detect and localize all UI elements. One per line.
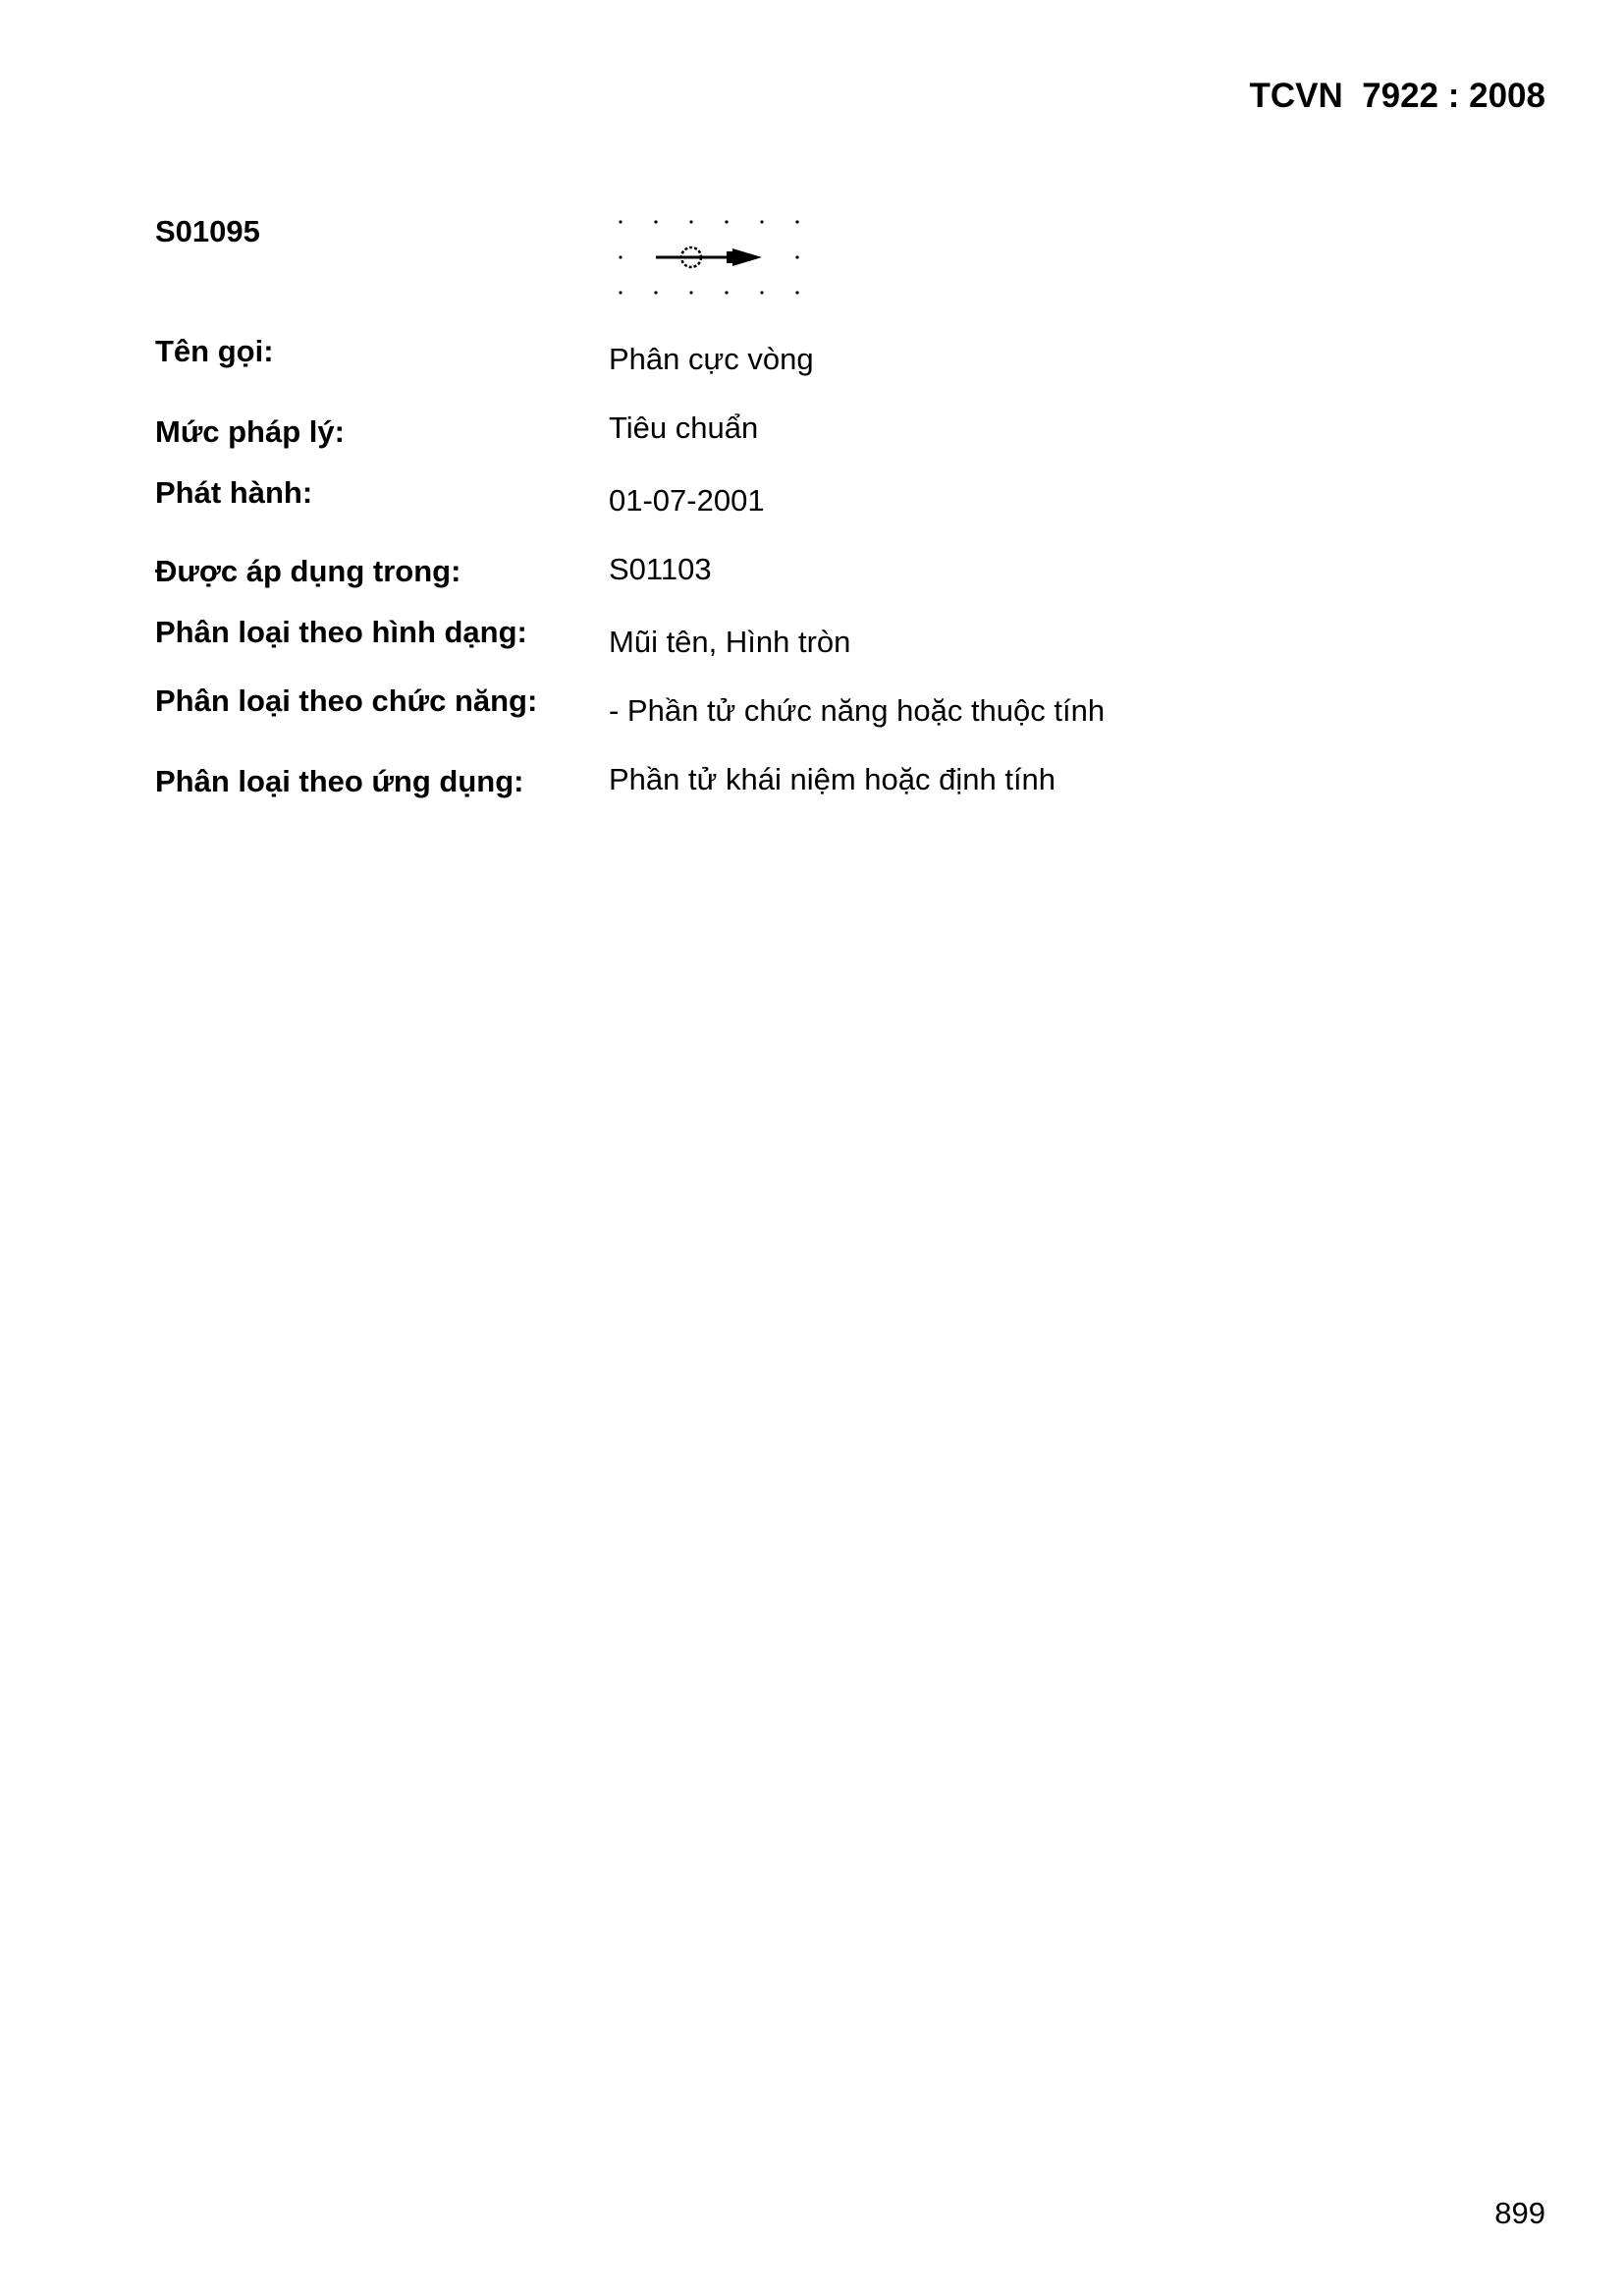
function-class-value: - Phần tử chức năng hoặc thuộc tính xyxy=(609,693,1106,728)
application-class-value: Phần tử khái niệm hoặc định tính xyxy=(609,762,1056,796)
legal-level-label: Mức pháp lý: xyxy=(155,414,345,449)
symbol-code: S01095 xyxy=(155,214,260,248)
shape-class-value: Mũi tên, Hình tròn xyxy=(609,625,851,659)
name-label: Tên gọi: xyxy=(155,334,274,368)
name-value: Phân cực vòng xyxy=(609,342,814,376)
standard-header: TCVN 7922 : 2008 xyxy=(1249,77,1545,115)
issued-label: Phát hành: xyxy=(155,475,313,510)
applied-in-value: S01103 xyxy=(609,552,712,586)
page-number: 899 xyxy=(1494,2196,1545,2230)
circle-on-line-with-arrow-symbol-icon xyxy=(609,208,815,302)
function-class-label: Phân loại theo chức năng: xyxy=(155,683,538,718)
application-class-label: Phân loại theo ứng dụng: xyxy=(155,764,524,798)
shape-class-label: Phân loại theo hình dạng: xyxy=(155,615,527,649)
applied-in-label: Được áp dụng trong: xyxy=(155,554,461,588)
arrow-head xyxy=(732,248,762,266)
issued-value: 01-07-2001 xyxy=(609,483,765,518)
legal-level-value: Tiêu chuẩn xyxy=(609,410,759,445)
